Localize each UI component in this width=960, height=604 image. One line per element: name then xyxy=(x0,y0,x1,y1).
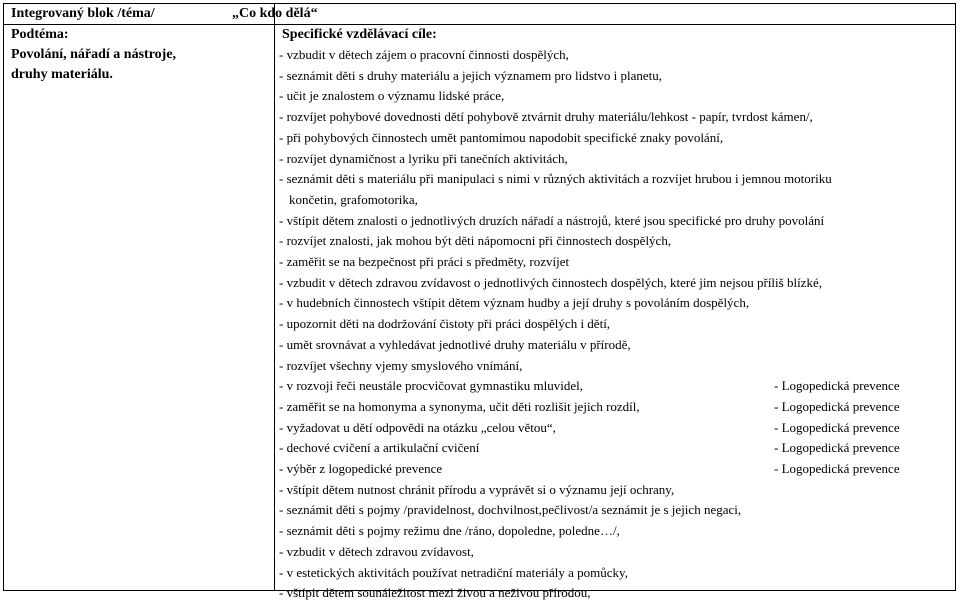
column-divider xyxy=(274,4,275,590)
goal-item: - upozornit děti na dodržování čistoty při práci dospělých i dětí, xyxy=(279,316,611,332)
goal-item: - učit je znalostem o významu lidské práce, xyxy=(279,88,505,104)
goal-item: - v hudebních činnostech vštípit dětem význam hudby a její druhy s povoláním dospělých, xyxy=(279,295,750,311)
goal-item: - rozvíjet znalosti, jak mohou být děti nápomocni při činnostech dospělých, xyxy=(279,233,672,249)
block-title: „Co kdo dělá“ xyxy=(232,6,318,21)
block-label: Integrovaný blok /téma/ xyxy=(11,6,155,21)
logopedic-note: - Logopedická prevence xyxy=(774,461,900,476)
logopedic-note: - Logopedická prevence xyxy=(774,440,900,456)
subtheme-line-1: Povolání, nářadí a nástroje, xyxy=(11,47,177,62)
goal-item: - zaměřit se na bezpečnost při práci s předměty, rozvíjet xyxy=(279,254,570,269)
goal-item: - seznámit děti s materiálu při manipulaci s nimi v různých aktivitách a rozvíjet hrubou i jemnou motoriku xyxy=(279,171,832,187)
goal-item: - seznámit děti s pojmy /pravidelnost, dochvilnost,pečlivost/a seznámit je s jejich negaci, xyxy=(279,502,742,518)
logopedic-note: - Logopedická prevence xyxy=(774,419,900,435)
goal-item: - zaměřit se na homonyma a synonyma, učit děti rozlišit jejich rozdíl, xyxy=(279,398,640,414)
goal-item: - vzbudit v dětech zdravou zvídavost, xyxy=(279,543,474,559)
goal-item: - vštípit dětem sounáležitost mezi živou a neživou přírodou, xyxy=(279,585,591,601)
goal-item: - vzbudit v dětech zájem o pracovní činnosti dospělých, xyxy=(279,47,569,62)
curriculum-table xyxy=(3,3,956,601)
subtheme-line-2: druhy materiálu. xyxy=(11,67,113,82)
goal-item: končetin, grafomotorika, xyxy=(289,191,418,207)
goal-item: - rozvíjet dynamičnost a lyriku při tanečních aktivitách, xyxy=(279,150,568,166)
goal-item: - vzbudit v dětech zdravou zvídavost o jednotlivých činnostech dospělých, které jim nejsou příliš blízké, xyxy=(279,274,822,290)
goal-item: - seznámit děti s pojmy režimu dne /ráno, dopoledne, poledne…/, xyxy=(279,523,620,539)
header-divider xyxy=(4,24,955,25)
goal-item: - vštípit dětem znalosti o jednotlivých druzích nářadí a nástrojů, které jsou specifické pro druhy povolání xyxy=(279,212,825,228)
goal-item: - dechové cvičení a artikulační cvičení xyxy=(279,440,480,456)
goal-item: - umět srovnávat a vyhledávat jednotlivé druhy materiálu v přírodě, xyxy=(279,336,631,352)
goals-label: Specifické vzdělávací cíle: xyxy=(282,27,437,42)
goal-item: - při pohybových činnostech umět pantomimou napodobit specifické znaky povolání, xyxy=(279,129,724,145)
goal-item: - v estetických aktivitách používat netradiční materiály a pomůcky, xyxy=(279,564,628,580)
goal-item: - rozvíjet všechny vjemy smyslového vnímání, xyxy=(279,357,523,373)
goal-item: - výběr z logopedické prevence xyxy=(279,461,443,476)
subtheme-label: Podtéma: xyxy=(11,27,69,42)
goal-item: - seznámit děti s druhy materiálu a jejich významem pro lidstvo i planetu, xyxy=(279,67,663,83)
logopedic-note: - Logopedická prevence xyxy=(774,378,900,394)
logopedic-note: - Logopedická prevence xyxy=(774,398,900,414)
goal-item: - v rozvoji řeči neustále procvičovat gymnastiku mluvidel, xyxy=(279,378,583,394)
goal-item: - vštípit dětem nutnost chránit přírodu a vyprávět si o významu její ochrany, xyxy=(279,481,675,497)
goal-item: - rozvíjet pohybové dovednosti dětí pohybově ztvárnit druhy materiálu/lehkost - papír, tvrdost kámen/, xyxy=(279,109,813,125)
goal-item: - vyžadovat u dětí odpovědi na otázku „celou větou“, xyxy=(279,419,556,435)
